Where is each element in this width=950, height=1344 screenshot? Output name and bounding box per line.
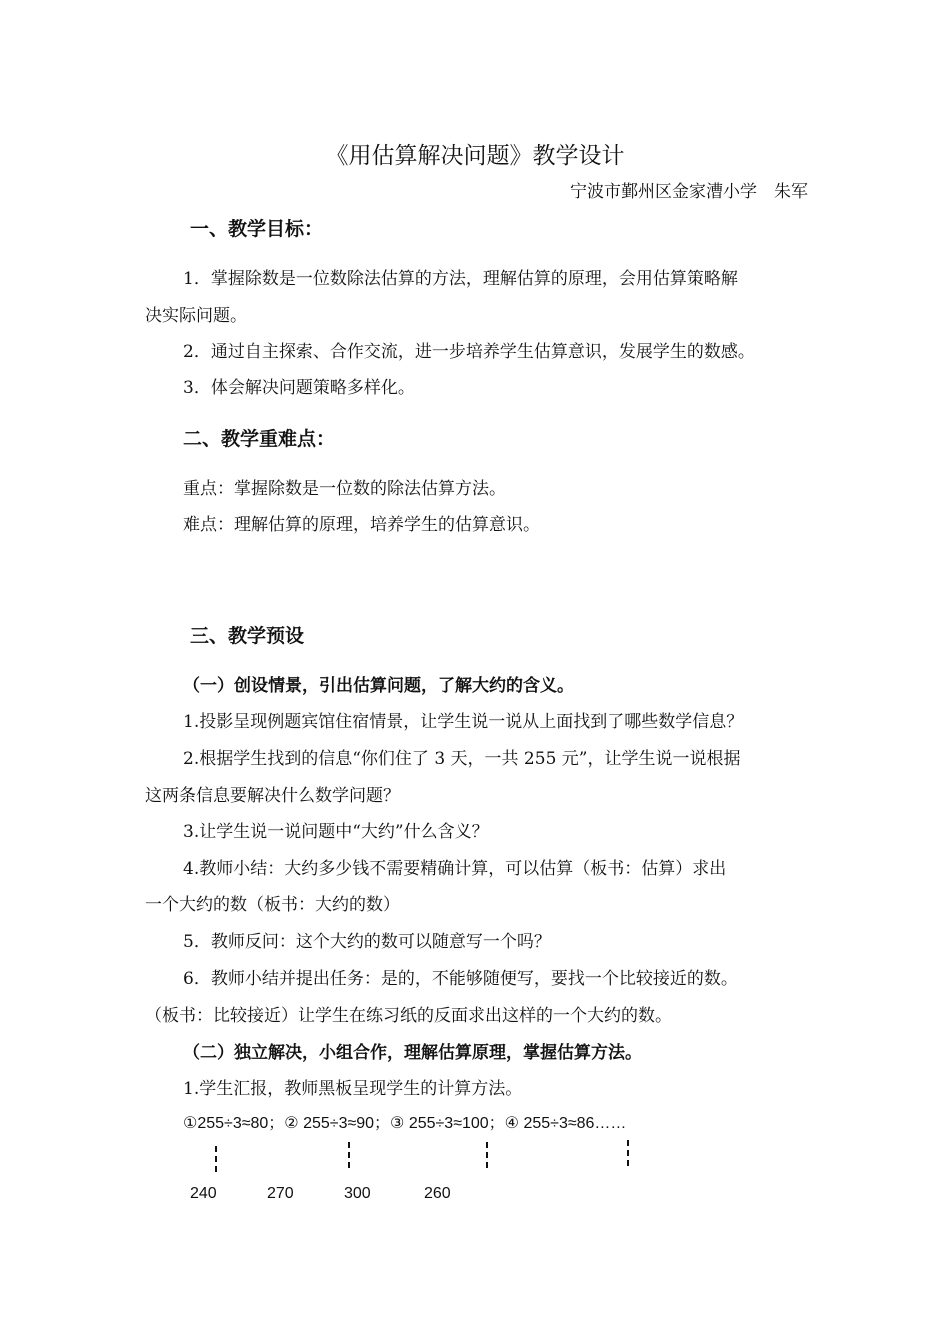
product-value-2: 270 [267, 1185, 294, 1202]
document-title: 《用估算解决问题》教学设计 [325, 143, 625, 169]
dashed-connector-3 [486, 1142, 488, 1168]
dashed-connector-4 [627, 1140, 629, 1166]
difficult-point: 难点：理解估算的原理，培养学生的估算意识。 [183, 515, 540, 535]
objective-1-line-2: 决实际问题。 [145, 306, 247, 326]
part-2-heading: （二）独立解决，小组合作，理解估算原理，掌握估算方法。 [183, 1043, 642, 1063]
step-2-line-1: 2.根据学生找到的信息“你们住了 3 天，一共 255 元”，让学生说一说根据 [183, 749, 741, 769]
product-value-4: 260 [424, 1185, 451, 1202]
key-point: 重点：掌握除数是一位数的除法估算方法。 [183, 479, 506, 499]
step-4-line-1: 4.教师小结：大约多少钱不需要精确计算，可以估算（板书：估算）求出 [183, 859, 727, 879]
calculation-methods: ①255÷3≈80；② 255÷3≈90；③ 255÷3≈100；④ 255÷3≈86…… [183, 1115, 627, 1132]
objective-3: 3．体会解决问题策略多样化。 [183, 378, 415, 398]
step-5: 5．教师反问：这个大约的数可以随意写一个吗？ [183, 932, 551, 952]
section-heading-teaching-plan: 三、教学预设 [190, 625, 305, 647]
author-line: 宁波市鄞州区金家漕小学 朱军 [570, 182, 808, 202]
step-3: 3.让学生说一说问题中“大约”什么含义？ [183, 822, 489, 842]
step-1: 1.投影呈现例题宾馆住宿情景，让学生说一说从上面找到了哪些数学信息？ [183, 712, 744, 732]
product-value-1: 240 [190, 1185, 217, 1202]
step-2-line-2: 这两条信息要解决什么数学问题？ [145, 786, 400, 806]
objective-2: 2．通过自主探索、合作交流，进一步培养学生估算意识，发展学生的数感。 [183, 342, 755, 362]
dashed-connector-1 [215, 1146, 217, 1172]
step-4-line-2: 一个大约的数（板书：大约的数） [145, 895, 400, 915]
section-heading-objectives: 一、教学目标： [190, 218, 324, 240]
dashed-connector-2 [348, 1142, 350, 1168]
report-step-1: 1.学生汇报，教师黑板呈现学生的计算方法。 [183, 1079, 523, 1099]
step-6-line-1: 6．教师小结并提出任务：是的，不能够随便写，要找一个比较接近的数。 [183, 969, 738, 989]
section-heading-key-points: 二、教学重难点： [183, 428, 336, 450]
part-1-heading: （一）创设情景，引出估算问题，了解大约的含义。 [183, 676, 574, 696]
step-6-line-2: （板书：比较接近）让学生在练习纸的反面求出这样的一个大约的数。 [145, 1006, 672, 1026]
product-value-3: 300 [344, 1185, 371, 1202]
objective-1-line-1: 1．掌握除数是一位数除法估算的方法，理解估算的原理，会用估算策略解 [183, 269, 738, 289]
